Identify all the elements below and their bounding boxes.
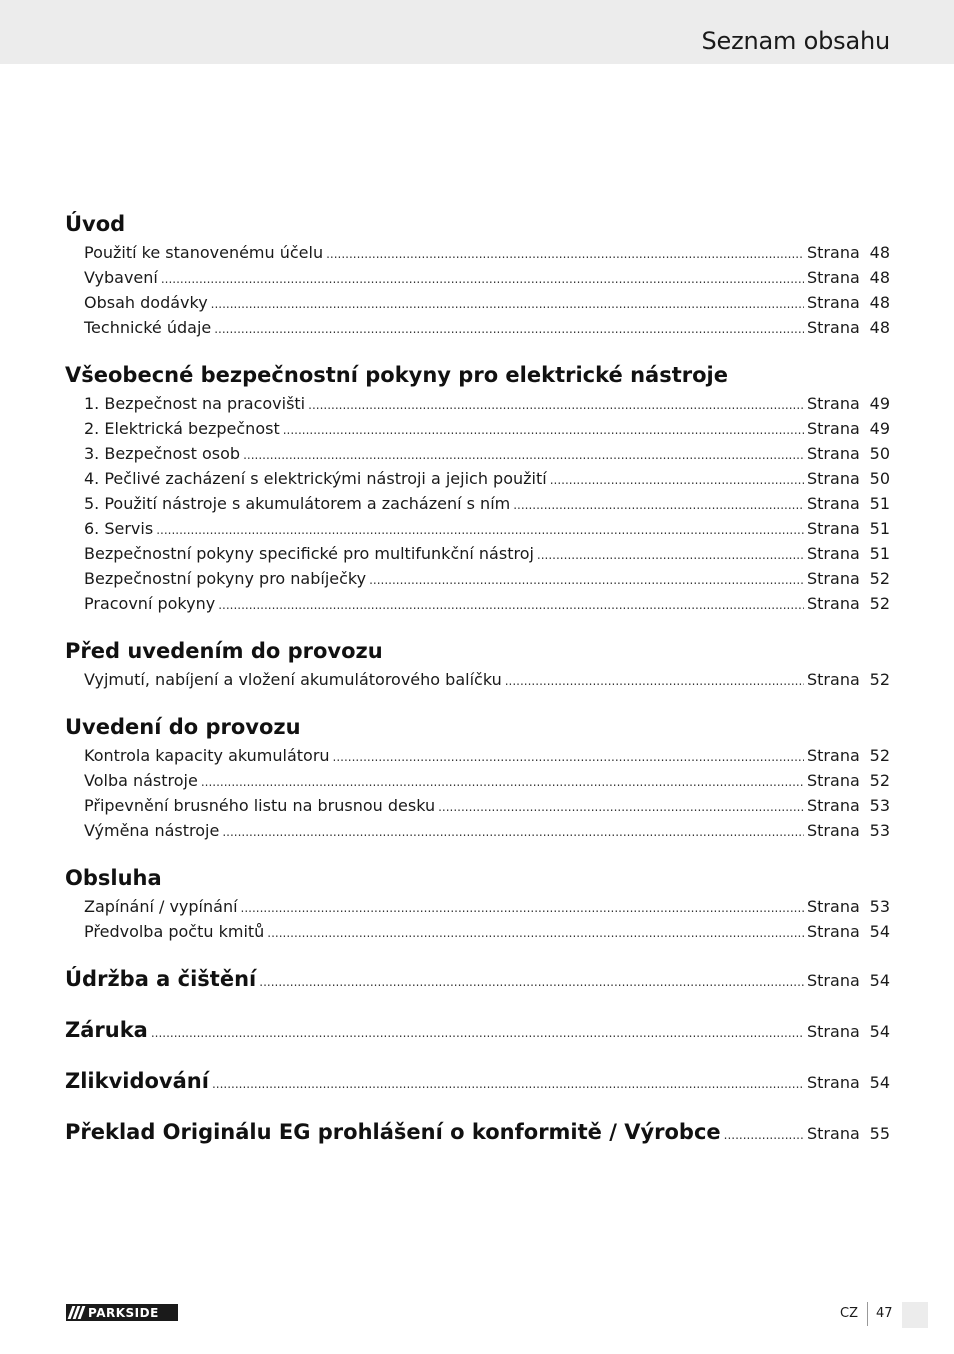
dot-leader xyxy=(369,566,804,593)
entry-label: Bezpečnostní pokyny pro nabíječky xyxy=(84,569,367,588)
page-word: Strana xyxy=(807,243,860,262)
entry-page-number: 49 xyxy=(869,394,890,413)
dot-leader xyxy=(151,1016,804,1049)
entry-label: 4. Pečlivé zacházení s elektrickými nástroji a jejich použití xyxy=(84,469,547,488)
entry-page-number: 49 xyxy=(869,419,890,438)
section-heading: Všeobecné bezpečnostní pokyny pro elektrické nástroje xyxy=(65,363,728,387)
dot-leader xyxy=(156,516,804,543)
dot-leader xyxy=(505,667,804,694)
language-code: CZ xyxy=(840,1306,858,1321)
entry-page-number: 54 xyxy=(869,1022,890,1041)
toc-section xyxy=(65,963,890,995)
entry-label: 1. Bezpečnost na pracovišti xyxy=(84,394,306,413)
dot-leader xyxy=(537,541,804,568)
toc-heading-entry[interactable] xyxy=(65,1065,890,1097)
page-word: Strana xyxy=(807,796,860,815)
entry-label: Výměna nástroje xyxy=(84,821,220,840)
page-word: Strana xyxy=(807,419,860,438)
entry-page-number: 52 xyxy=(869,771,890,790)
page-word: Strana xyxy=(807,494,860,513)
section-heading: Záruka xyxy=(65,1018,148,1042)
entry-page-number: 54 xyxy=(869,1073,890,1092)
entry-label: Bezpečnostní pokyny specifické pro multifunkční nástroj xyxy=(84,544,534,563)
toc-entry[interactable] xyxy=(65,516,890,541)
toc-entry[interactable] xyxy=(65,290,890,315)
toc-entry[interactable] xyxy=(65,566,890,591)
dot-leader xyxy=(218,591,804,618)
toc-section xyxy=(65,359,890,616)
page-word: Strana xyxy=(807,922,860,941)
dot-leader xyxy=(241,894,804,921)
page-word: Strana xyxy=(807,318,860,337)
toc-heading-entry[interactable] xyxy=(65,963,890,995)
dot-leader xyxy=(550,466,804,493)
entry-page-number: 53 xyxy=(869,796,890,815)
dot-leader xyxy=(308,391,804,418)
dot-leader xyxy=(212,1067,804,1100)
dot-leader xyxy=(161,265,804,292)
toc-entry[interactable] xyxy=(65,240,890,265)
toc-entry[interactable] xyxy=(65,491,890,516)
toc-entry[interactable] xyxy=(65,541,890,566)
dot-leader xyxy=(724,1118,804,1151)
dot-leader xyxy=(201,768,804,795)
toc-heading-entry[interactable] xyxy=(65,1116,890,1148)
entry-page-number: 53 xyxy=(869,897,890,916)
toc-entry[interactable] xyxy=(65,818,890,843)
toc-entry[interactable] xyxy=(65,793,890,818)
logo-stripes-icon xyxy=(66,1304,86,1321)
toc-section xyxy=(65,1014,890,1046)
entry-label: Zapínání / vypínání xyxy=(84,897,238,916)
section-heading: Obsluha xyxy=(65,866,162,890)
entry-page-number: 52 xyxy=(869,670,890,689)
entry-page-number: 51 xyxy=(869,494,890,513)
entry-page-number: 54 xyxy=(869,971,890,990)
page-word: Strana xyxy=(807,971,860,990)
dot-leader xyxy=(333,743,804,770)
dot-leader xyxy=(259,965,804,998)
toc-entry[interactable] xyxy=(65,667,890,692)
toc-section xyxy=(65,1065,890,1097)
page-word: Strana xyxy=(807,394,860,413)
footer-divider xyxy=(867,1302,868,1326)
dot-leader xyxy=(243,441,804,468)
toc-entry[interactable] xyxy=(65,591,890,616)
page-word: Strana xyxy=(807,897,860,916)
entry-page-number: 48 xyxy=(869,268,890,287)
page-word: Strana xyxy=(807,746,860,765)
section-heading: Údržba a čištění xyxy=(65,967,257,991)
toc-entry[interactable] xyxy=(65,441,890,466)
page-word: Strana xyxy=(807,293,860,312)
entry-page-number: 53 xyxy=(869,821,890,840)
entry-page-number: 54 xyxy=(869,922,890,941)
entry-label: Kontrola kapacity akumulátoru xyxy=(84,746,330,765)
section-heading: Uvedení do provozu xyxy=(65,715,301,739)
toc-section xyxy=(65,1116,890,1148)
entry-label: Pracovní pokyny xyxy=(84,594,216,613)
entry-label: 3. Bezpečnost osob xyxy=(84,444,241,463)
section-heading: Před uvedením do provozu xyxy=(65,639,383,663)
toc-entry[interactable] xyxy=(65,768,890,793)
footer-tab-box xyxy=(902,1302,928,1328)
page-title: Seznam obsahu xyxy=(701,27,890,55)
header-band xyxy=(0,0,954,64)
page-word: Strana xyxy=(807,469,860,488)
toc-entry[interactable] xyxy=(65,743,890,768)
entry-page-number: 52 xyxy=(869,569,890,588)
entry-label: Připevnění brusného listu na brusnou desku xyxy=(84,796,436,815)
toc-entry[interactable] xyxy=(65,315,890,340)
page-word: Strana xyxy=(807,268,860,287)
toc-heading-entry[interactable] xyxy=(65,1014,890,1046)
parkside-logo xyxy=(66,1304,178,1321)
page-word: Strana xyxy=(807,771,860,790)
entry-label: Vyjmutí, nabíjení a vložení akumulátorového balíčku xyxy=(84,670,502,689)
dot-leader xyxy=(513,491,804,518)
toc-entry[interactable] xyxy=(65,416,890,441)
entry-page-number: 52 xyxy=(869,746,890,765)
entry-label: Použití ke stanovenému účelu xyxy=(84,243,324,262)
dot-leader xyxy=(267,919,804,946)
entry-label: Volba nástroje xyxy=(84,771,198,790)
entry-page-number: 52 xyxy=(869,594,890,613)
entry-label: Obsah dodávky xyxy=(84,293,208,312)
entry-label: 5. Použití nástroje s akumulátorem a zacházení s ním xyxy=(84,494,511,513)
page-number: 47 xyxy=(876,1306,893,1321)
dot-leader xyxy=(211,290,804,317)
page-word: Strana xyxy=(807,1124,860,1143)
toc-section xyxy=(65,711,890,843)
page-word: Strana xyxy=(807,1022,860,1041)
dot-leader xyxy=(326,240,804,267)
entry-page-number: 51 xyxy=(869,544,890,563)
toc-section xyxy=(65,208,890,340)
section-heading: Zlikvidování xyxy=(65,1069,209,1093)
dot-leader xyxy=(222,818,804,845)
entry-label: Vybavení xyxy=(84,268,158,287)
dot-leader xyxy=(214,315,804,342)
page-word: Strana xyxy=(807,1073,860,1092)
toc-entry[interactable] xyxy=(65,391,890,416)
page-word: Strana xyxy=(807,519,860,538)
entry-page-number: 51 xyxy=(869,519,890,538)
brand-name: PARKSIDE xyxy=(88,1305,159,1320)
entry-label: 6. Servis xyxy=(84,519,154,538)
entry-page-number: 48 xyxy=(869,293,890,312)
page-word: Strana xyxy=(807,670,860,689)
entry-label: 2. Elektrická bezpečnost xyxy=(84,419,280,438)
page-word: Strana xyxy=(807,821,860,840)
toc-section xyxy=(65,635,890,692)
entry-page-number: 50 xyxy=(869,444,890,463)
entry-page-number: 55 xyxy=(869,1124,890,1143)
dot-leader xyxy=(438,793,804,820)
table-of-contents xyxy=(65,208,890,1148)
entry-page-number: 50 xyxy=(869,469,890,488)
section-heading: Překlad Originálu EG prohlášení o konformitě / Výrobce xyxy=(65,1120,721,1144)
page-word: Strana xyxy=(807,594,860,613)
entry-page-number: 48 xyxy=(869,243,890,262)
page-word: Strana xyxy=(807,444,860,463)
entry-label: Technické údaje xyxy=(84,318,212,337)
toc-entry[interactable] xyxy=(65,919,890,944)
page-word: Strana xyxy=(807,569,860,588)
page-word: Strana xyxy=(807,544,860,563)
toc-entry[interactable] xyxy=(65,265,890,290)
toc-section xyxy=(65,862,890,944)
dot-leader xyxy=(283,416,804,443)
entry-page-number: 48 xyxy=(869,318,890,337)
section-heading: Úvod xyxy=(65,212,126,236)
entry-label: Předvolba počtu kmitů xyxy=(84,922,265,941)
toc-entry[interactable] xyxy=(65,894,890,919)
toc-entry[interactable] xyxy=(65,466,890,491)
